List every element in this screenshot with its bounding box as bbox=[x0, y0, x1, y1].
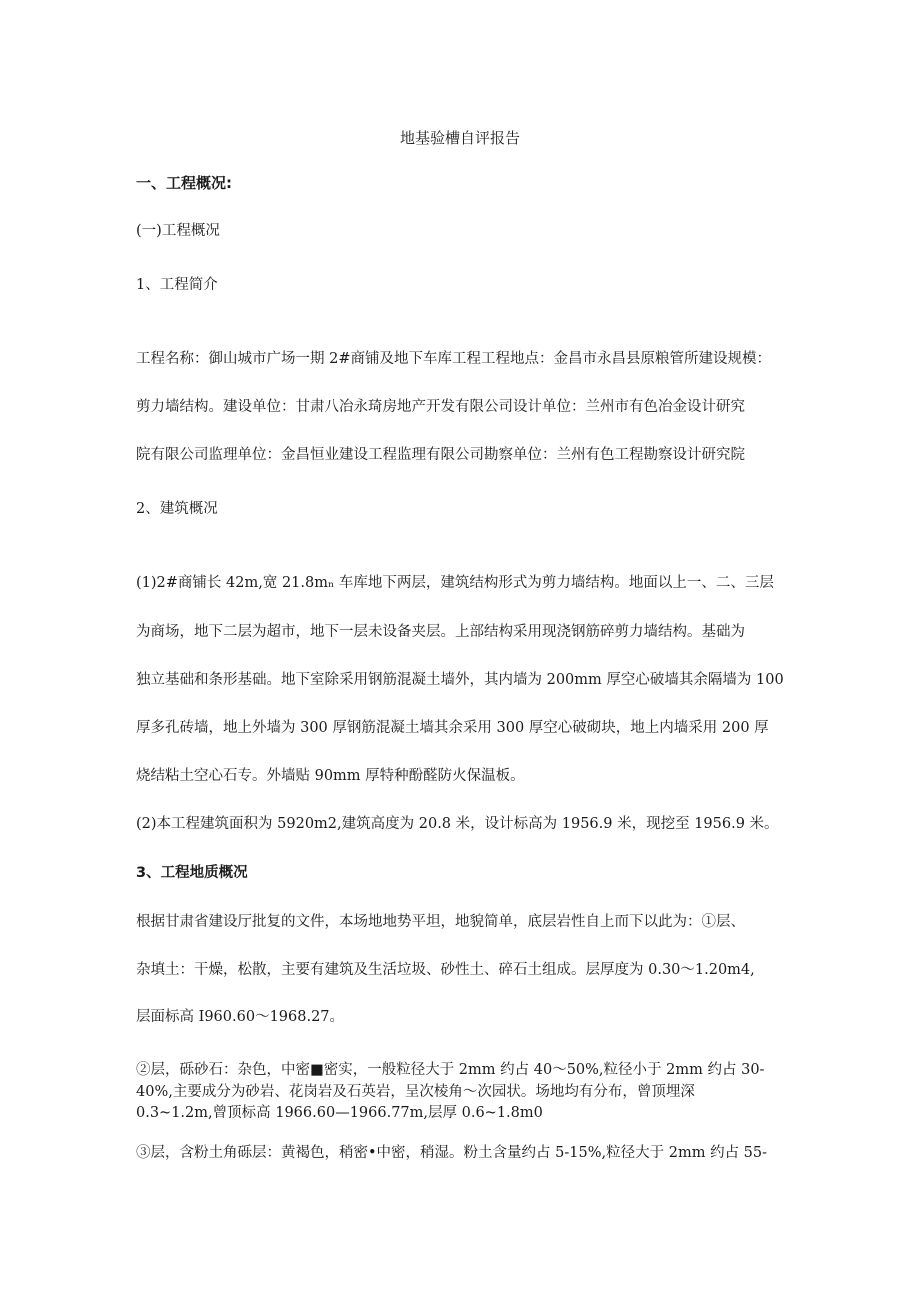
intro-line-2: 剪力墙结构。建设单位：甘肃八冶永琦房地产开发有限公司设计单位：兰州市有色冶金设计研究 bbox=[136, 399, 745, 415]
item-heading-building: 2、建筑概况 bbox=[136, 501, 218, 517]
building-line-1: (1)2#商铺长 42m,宽 21.8mₙ 车库地下两层，建筑结构形式为剪力墙结构。地面以上一、二、三层 bbox=[136, 575, 774, 591]
building-area-line: (2)本工程建筑面积为 5920m2,建筑高度为 20.8 米，设计标高为 1956.9 米，现挖至 1956.9 米。 bbox=[136, 816, 779, 832]
building-line-5: 烧结粘土空心石专。外墙贴 90mm 厚特种酚醛防火保温板。 bbox=[136, 768, 525, 784]
subsection-heading: (一)工程概况 bbox=[136, 223, 220, 239]
intro-line-3: 院有限公司监理单位：金昌恒业建设工程监理有限公司勘察单位：兰州有色工程勘察设计研究院 bbox=[136, 447, 745, 463]
geology-line-3: 层面标高 I960.60～1968.27。 bbox=[136, 1009, 345, 1025]
layer2-line-3: 0.3~1.2m,曾顶标高 1966.60—1966.77m,层厚 0.6~1.8m0 bbox=[136, 1105, 543, 1121]
layer2-line-2: 40%,主要成分为砂岩、花岗岩及石英岩，呈次棱角～次园状。场地均有分布，曾顶埋深 bbox=[136, 1084, 695, 1100]
building-line-3: 独立基础和条形基础。地下室除采用钢筋混凝土墙外，其内墙为 200mm 厚空心破墙其余隔墙为 100 bbox=[136, 672, 784, 688]
item-heading-intro: 1、工程简介 bbox=[136, 277, 218, 293]
item-heading-geology: 3、工程地质概况 bbox=[136, 865, 248, 881]
section-heading-overview: 一、工程概况: bbox=[136, 174, 232, 192]
layer2-line-1: ②层，砾砂石：杂色，中密■密实，一般粒径大于 2mm 约占 40～50%,粒径小于 2mm 约占 30- bbox=[136, 1062, 765, 1078]
document-title: 地基验槽自评报告 bbox=[399, 129, 520, 147]
geology-line-2: 杂填土：干燥，松散，主要有建筑及生活垃圾、砂性土、碎石土组成。层厚度为 0.30～1.20m4, bbox=[136, 962, 755, 978]
geology-line-1: 根据甘肃省建设厅批复的文件，本场地地势平坦，地貌简单，底层岩性自上而下以此为：①层、 bbox=[136, 914, 745, 930]
intro-line-1: 工程名称：御山城市广场一期 2#商铺及地下车库工程工程地点：金昌市永昌县原粮管所建设规模： bbox=[136, 351, 771, 367]
building-line-4: 厚多孔砖墙，地上外墙为 300 厚钢筋混凝土墙其余采用 300 厚空心破砌块，地上内墙采用 200 厚 bbox=[136, 720, 769, 736]
building-line-2: 为商场，地下二层为超市，地下一层未设备夹层。上部结构采用现浇钢筋碎剪力墙结构。基础为 bbox=[136, 624, 745, 640]
layer3-line-1: ③层，含粉土角砾层：黄褐色，稍密•中密，稍湿。粉土含量约占 5-15%,粒径大于 2mm 约占 55- bbox=[136, 1145, 768, 1161]
